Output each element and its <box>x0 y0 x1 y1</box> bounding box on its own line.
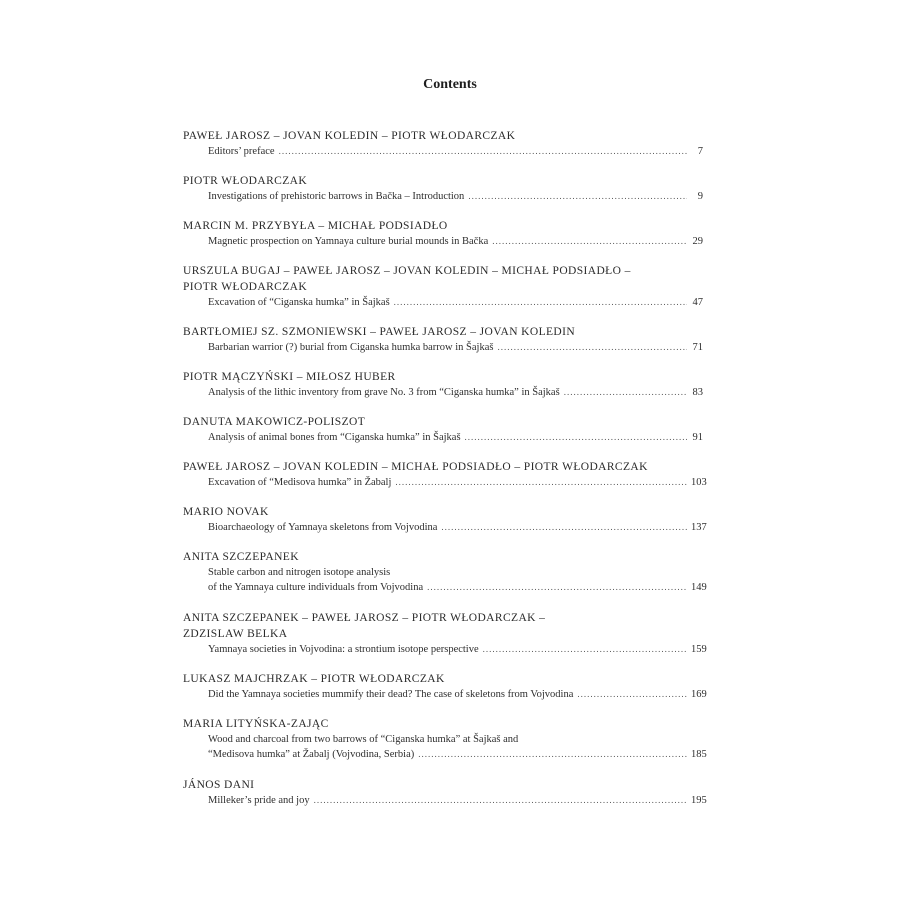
toc-entry[interactable] <box>183 369 703 400</box>
entry-title-row <box>183 144 703 159</box>
entry-title: Investigations of prehistoric barrows in Bačka – Introduction <box>208 191 465 202</box>
toc-entry[interactable] <box>183 324 703 355</box>
entry-title-row <box>183 747 707 762</box>
entry-page-number: 91 <box>692 432 703 443</box>
dot-leader <box>564 385 687 400</box>
entry-title: “Medisova humka” at Žabalj (Vojvodina, Serbia) <box>208 749 415 760</box>
toc-entry[interactable] <box>183 128 703 159</box>
entry-page-number: 7 <box>697 146 703 157</box>
entry-page-number: 83 <box>692 387 703 398</box>
dot-leader <box>492 234 687 249</box>
entry-authors: PAWEŁ JAROSZ – JOVAN KOLEDIN – PIOTR WŁODARCZAK <box>183 130 516 142</box>
entry-authors: MARIO NOVAK <box>183 506 269 518</box>
entry-title: of the Yamnaya culture individuals from Vojvodina <box>208 582 424 593</box>
entry-page-number: 185 <box>691 749 707 760</box>
entry-authors: URSZULA BUGAJ – PAWEŁ JAROSZ – JOVAN KOLEDIN – MICHAŁ PODSIADŁO – <box>183 265 631 277</box>
entry-title-row <box>183 340 703 355</box>
dot-leader <box>465 430 687 445</box>
dot-leader <box>441 520 687 535</box>
toc-entry[interactable] <box>183 414 703 445</box>
dot-leader <box>468 189 687 204</box>
toc-entry[interactable] <box>183 459 707 490</box>
entry-title-row <box>183 642 707 657</box>
toc-entry[interactable] <box>183 218 703 249</box>
entry-authors: PIOTR WŁODARCZAK <box>183 175 308 187</box>
entry-title: Yamnaya societies in Vojvodina: a strontium isotope perspective <box>208 644 479 655</box>
toc-entry[interactable] <box>183 173 703 204</box>
entry-title-row <box>183 234 703 249</box>
entry-title-row <box>183 687 707 702</box>
dot-leader <box>483 642 687 657</box>
entry-title: Milleker’s pride and joy <box>208 795 310 806</box>
entry-title-row <box>183 385 703 400</box>
entry-title-row <box>183 580 707 595</box>
entry-page-number: 71 <box>692 342 703 353</box>
dot-leader <box>394 295 687 310</box>
dot-leader <box>279 144 687 159</box>
dot-leader <box>314 793 687 808</box>
entry-page-number: 47 <box>692 297 703 308</box>
entry-page-number: 137 <box>691 522 707 533</box>
entry-title: Barbarian warrior (?) burial from Ciganska humka barrow in Šajkaš <box>208 342 494 353</box>
entry-authors-continued: ZDZISLAW BELKA <box>183 628 288 640</box>
toc-entry[interactable] <box>183 610 707 657</box>
page-title: Contents <box>423 77 477 92</box>
toc-entry[interactable] <box>183 549 707 595</box>
entry-page-number: 159 <box>691 644 707 655</box>
entry-title-row <box>183 295 703 310</box>
toc-entry[interactable] <box>183 504 707 535</box>
entry-authors: MARCIN M. PRZYBYŁA – MICHAŁ PODSIADŁO <box>183 220 448 232</box>
entry-title-row <box>183 793 707 808</box>
entry-title-row <box>183 475 707 490</box>
entry-title: Bioarchaeology of Yamnaya skeletons from Vojvodina <box>208 522 438 533</box>
entry-title: Analysis of the lithic inventory from grave No. 3 from “Ciganska humka” in Šajkaš <box>208 387 560 398</box>
entry-title-line: Stable carbon and nitrogen isotope analysis <box>208 567 391 578</box>
entry-authors: ANITA SZCZEPANEK <box>183 551 299 563</box>
toc-entry[interactable] <box>183 777 707 808</box>
entry-page-number: 103 <box>691 477 707 488</box>
entry-page-number: 29 <box>692 236 703 247</box>
entry-title: Editors’ preface <box>208 146 275 157</box>
entry-authors: DANUTA MAKOWICZ-POLISZOT <box>183 416 366 428</box>
toc-entry[interactable] <box>183 716 707 762</box>
toc-entry[interactable] <box>183 671 707 702</box>
entry-title-row <box>183 189 703 204</box>
entry-page-number: 169 <box>691 689 707 700</box>
entry-title-line: Wood and charcoal from two barrows of “Ciganska humka” at Šajkaš and <box>208 734 519 745</box>
entry-authors: LUKASZ MAJCHRZAK – PIOTR WŁODARCZAK <box>183 673 445 685</box>
dot-leader <box>395 475 687 490</box>
entry-authors: BARTŁOMIEJ SZ. SZMONIEWSKI – PAWEŁ JAROSZ – JOVAN KOLEDIN <box>183 326 576 338</box>
dot-leader <box>577 687 687 702</box>
entry-page-number: 195 <box>691 795 707 806</box>
entry-authors: JÁNOS DANI <box>183 779 255 791</box>
entry-title-row <box>183 430 703 445</box>
entry-authors: ANITA SZCZEPANEK – PAWEŁ JAROSZ – PIOTR WŁODARCZAK – <box>183 612 546 624</box>
entry-page-number: 149 <box>691 582 707 593</box>
entry-authors-continued: PIOTR WŁODARCZAK <box>183 281 308 293</box>
entry-title-row <box>183 520 707 535</box>
entry-authors: MARIA LITYŃSKA-ZAJĄC <box>183 718 329 730</box>
dot-leader <box>427 580 687 595</box>
entry-title: Excavation of “Ciganska humka” in Šajkaš <box>208 297 390 308</box>
dot-leader <box>497 340 687 355</box>
entry-title: Did the Yamnaya societies mummify their dead? The case of skeletons from Vojvodina <box>208 689 574 700</box>
dot-leader <box>418 747 687 762</box>
entry-title: Analysis of animal bones from “Ciganska humka” in Šajkaš <box>208 432 461 443</box>
toc-entry[interactable] <box>183 263 703 310</box>
entry-title: Excavation of “Medisova humka” in Žabalj <box>208 477 392 488</box>
entry-page-number: 9 <box>697 191 703 202</box>
entry-title: Magnetic prospection on Yamnaya culture burial mounds in Bačka <box>208 236 489 247</box>
entry-authors: PIOTR MĄCZYŃSKI – MIŁOSZ HUBER <box>183 371 396 383</box>
entry-authors: PAWEŁ JAROSZ – JOVAN KOLEDIN – MICHAŁ PODSIADŁO – PIOTR WŁODARCZAK <box>183 461 648 473</box>
